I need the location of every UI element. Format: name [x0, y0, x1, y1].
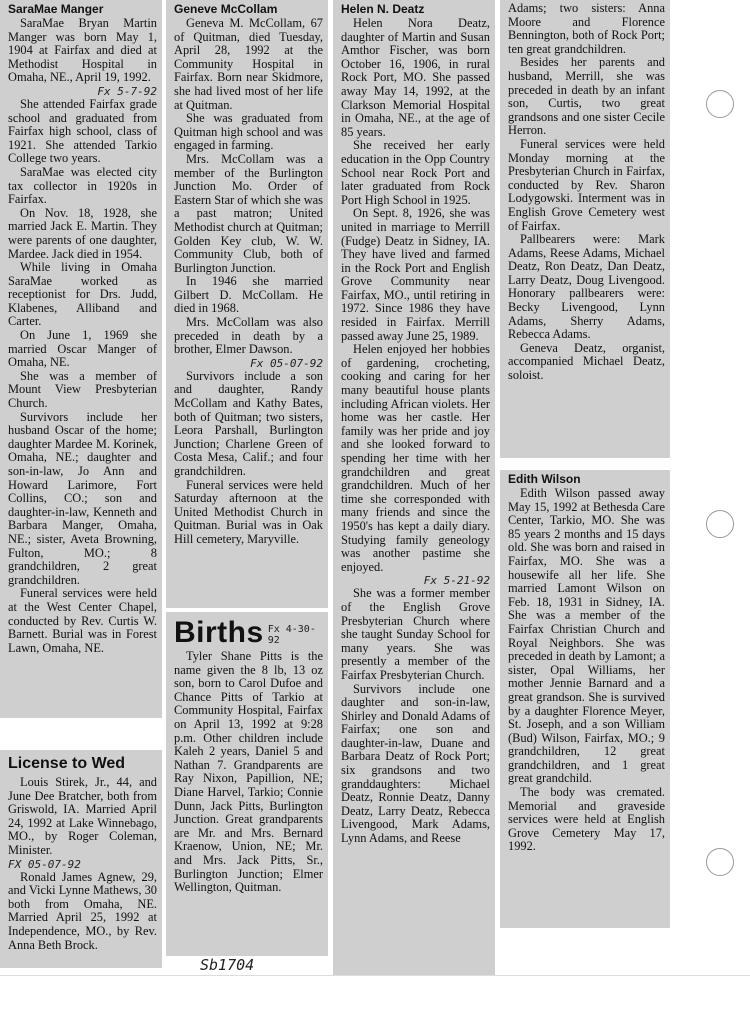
paragraph: Funeral services were held Monday morning at the Presbyterian Church in Fairfax, conducted by Rev. Sharon Lodygowski. Interment was in English Grove Cemetery west of Fairfax.	[508, 136, 665, 233]
paragraph: Edith Wilson passed away May 15, 1992 at Bethesda Care Center, Tarkio, MO. She was 85 years 2 months and 15 days old. She was born and raised in Fairfax, MO. She was a housewife all her life. She married Lamont Wilson on Feb. 18, 1931 in Sidney, IA. She was a member of the Fairfax Christian Church and Royal Neighbors. She was preceded in death by Lamont; a sister, Opal Williams, her mother Jennie Barnard and a great grandson. She is survived by a daughter Florence Meyer, St. Joseph, and a son William (Bud) Wilson, Fairfax, MO.; 9 grandchildren, 12 great grandchildren, and 1 great great grandchild.	[508, 486, 665, 786]
paragraph: Survivors include one daughter and son-in-law, Shirley and Donald Adams of Fairfax; one son and daughter-in-law, Duane and Barbara Deatz of Rock Port; six grandsons and two granddaughters: Michael Deatz, Ronnie Deatz, Danny Deatz, Larry Deatz, Rebecca Livengood, Mark Adams, Lynn Adams, and Reese	[341, 681, 490, 846]
paragraph: Mrs. McCollam was also preceded in death by a brother, Elmer Dawson.	[174, 315, 323, 357]
paragraph: Ronald James Agnew, 29, and Vicki Lynne Mathews, 30 both from Omaha, NE. Married April 25, 1992 at Independence, MO., by Rev. Anna Beth Brock.	[8, 869, 157, 952]
obituary-title: SaraMae Manger	[8, 2, 104, 16]
obituary-title: Helen N. Deatz	[341, 2, 425, 16]
section-title: License to Wed	[8, 755, 126, 772]
paragraph: In 1946 she married Gilbert D. McCollam. He died in 1968.	[174, 274, 323, 316]
binder-hole	[706, 90, 734, 118]
paragraph: Louis Stirek, Jr., 44, and June Dee Bratcher, both from Griswold, IA. Married April 24, 1992 at Lake Winnebago, MO., by Roger Coleman, Minister.	[8, 775, 157, 857]
binder-hole	[706, 510, 734, 538]
paragraph: She was a member of Mount View Presbyterian Church.	[8, 368, 157, 411]
paragraph: She was graduated from Quitman high school and was engaged in farming.	[174, 111, 323, 153]
paragraph: On Sept. 8, 1926, she was united in marriage to Merrill (Fudge) Deatz in Sidney, IA. They have lived and farmed in the Rock Port and English Grove Community near Fairfax, MO., until retiring in 1972. Since 1986 they have resided in Fairfax. Merrill passed away June 25, 1989.	[341, 206, 490, 343]
births-header	[174, 614, 323, 650]
paragraph: She received her early education in the Opp Country School near Rock Port and later graduated from Rock Port High School in 1925.	[341, 138, 490, 207]
handwritten-page-code: Sb1704	[200, 956, 255, 974]
paragraph: Survivors include her husband Oscar of the home; daughter Mardee M. Korinek, Omaha, NE.; daughter and son-in-law, Jo Ann and Howard Larimore, Fort Collins, CO.; son and daughter-in-law, Kenneth and Barbara Manger, Omaha, NE.; sister, Aveta Browning, Fulton, MO.; 8 grandchildren, 2 great grandchildren.	[8, 409, 157, 587]
paragraph: Funeral services were held at the West Center Chapel, conducted by Rev. Curtis W. Barnett. Burial was in Forest Lawn, Omaha, NE.	[8, 586, 157, 655]
paragraph: While living in Omaha SaraMae worked as receptionist for Drs. Judd, Klabenes, Alliband and Carter.	[8, 260, 157, 329]
paragraph: On June 1, 1969 she married Oscar Manger of Omaha, NE.	[8, 328, 157, 370]
paragraph: Helen enjoyed her hobbies of gardening, crocheting, cooking and caring for her many beautiful house plants including African violets. Her home was her castle. Her family was her pride and joy and she looked forward to spending her time with her grandchildren and great grandchildren. Much of her time she corresponded with many friends and since the 1950's has kept a daily diary. Studying family geneology was another pastime she enjoyed.	[341, 342, 490, 574]
paragraph: Besides her parents and husband, Merrill, she was preceded in death by an infant son, Curtis, two great grandsons and one sister Cecile Herron.	[508, 55, 665, 138]
paragraph: Geneva M. McCollam, 67 of Quitman, died Tuesday, April 28, 1992 at the Community Hospital in Fairfax. Born near Skidmore, she had lived most of her life at Quitman.	[174, 16, 323, 112]
handwritten-date-note: FX 05-07-92	[8, 857, 81, 871]
obituary-helen-deatz-continued	[500, 0, 670, 458]
paragraph: Survivors include a son and daughter, Randy McCollam and Kathy Bates, both of Quitman; two sisters, Leora Parshall, Burlington Junction; Charlene Green of Costa Mesa, Calif.; and four grandchildren.	[174, 368, 323, 478]
obituary-saramae-manger	[0, 0, 162, 718]
scan-edge	[0, 975, 750, 976]
obituary-edith-wilson	[500, 470, 670, 928]
obituary-geneve-mccollam	[166, 0, 328, 608]
paragraph: Adams; two sisters: Anna Moore and Florence Bennington, both of Rock Port; ten great grandchildren.	[508, 1, 665, 56]
paragraph: Tyler Shane Pitts is the name given the 8 lb, 13 oz son, born to Carol Dufoe and Chance Pitts of Tarkio at Community Hospital, Fairfax on April 13, 1992 at 9:28 p.m. Other children include Kaleh 2 years, Daniel 5 and Nathan 7. Grandparents are Ray Nixon, Papillion, NE; Diane Harvel, Tarkio; Connie Dunn, Jack Pitts, Burlington Junction. Great grandparents are Mr. and Mrs. Bernard Kraenow, Union, NE; Mr. and Mrs. Jack Pitts, Sr., Burlington Junction; Elmer Wellington, Quitman.	[174, 649, 323, 895]
paragraph: On Nov. 18, 1928, she married Jack E. Martin. They were parents of one daughter, Mardee. Jack died in 1954.	[8, 205, 157, 261]
obituary-helen-deatz	[333, 0, 495, 975]
obituary-title: Edith Wilson	[508, 472, 581, 486]
handwritten-date-note: Fx 5-7-92	[97, 84, 157, 98]
paragraph: She was a former member of the English Grove Presbyterian Church where she taught Sunday School for many years. She was presently a member of the Fairfax Presbyterian Church.	[341, 586, 490, 682]
paragraph: SaraMae was elected city tax collector in 1920s in Fairfax.	[8, 164, 157, 207]
births-notice	[166, 612, 328, 956]
paragraph: Mrs. McCollam was a member of the Burlington Junction Mo. Order of Eastern Star of which she was a past matron; United Methodist church at Quitman; Golden Key club, W. W. Community Club, both of Burlington Junction.	[174, 151, 324, 275]
license-to-wed	[0, 750, 162, 968]
paragraph: Funeral services were held Saturday afternoon at the United Methodist Church in Quitman. Burial was in Oak Hill cemetery, Maryville.	[174, 477, 323, 546]
paragraph: She attended Fairfax grade school and graduated from Fairfax high school, class of 1921. She attended Tarkio College two years.	[8, 96, 157, 166]
section-title: Births	[174, 616, 264, 649]
handwritten-date-note: Fx 5-21-92	[423, 574, 490, 588]
handwritten-date-note: Fx 05-07-92	[250, 356, 323, 370]
binder-hole	[706, 848, 734, 876]
paragraph: Helen Nora Deatz, daughter of Martin and Susan Amthor Fischer, was born October 16, 1906, in rural Rock Port, MO. She passed away May 14, 1992, at the Clarkson Memorial Hospital in Omaha, NE., at the age of 85 years.	[341, 16, 490, 139]
paragraph: Geneva Deatz, organist, accompanied Michael Deatz, soloist.	[508, 340, 665, 383]
paragraph: The body was cremated. Memorial and graveside services were held at English Grove Cemetery May 17, 1992.	[508, 785, 665, 854]
paragraph: Pallbearers were: Mark Adams, Reese Adams, Michael Deatz, Ron Deatz, Dan Deatz, Larry Deatz, Doug Livengood. Honorary pallbearers were: Becky Livengood, Lynn Adams, Sherry Adams, Rebecca Adams.	[508, 232, 665, 342]
obituary-title: Geneve McCollam	[174, 2, 278, 16]
paragraph: SaraMae Bryan Martin Manger was born May 1, 1904 at Fairfax and died at Methodist Hospital in Omaha, NE., April 19, 1992.	[8, 16, 157, 85]
handwritten-date-note: Fx 4-30-92	[267, 624, 316, 646]
